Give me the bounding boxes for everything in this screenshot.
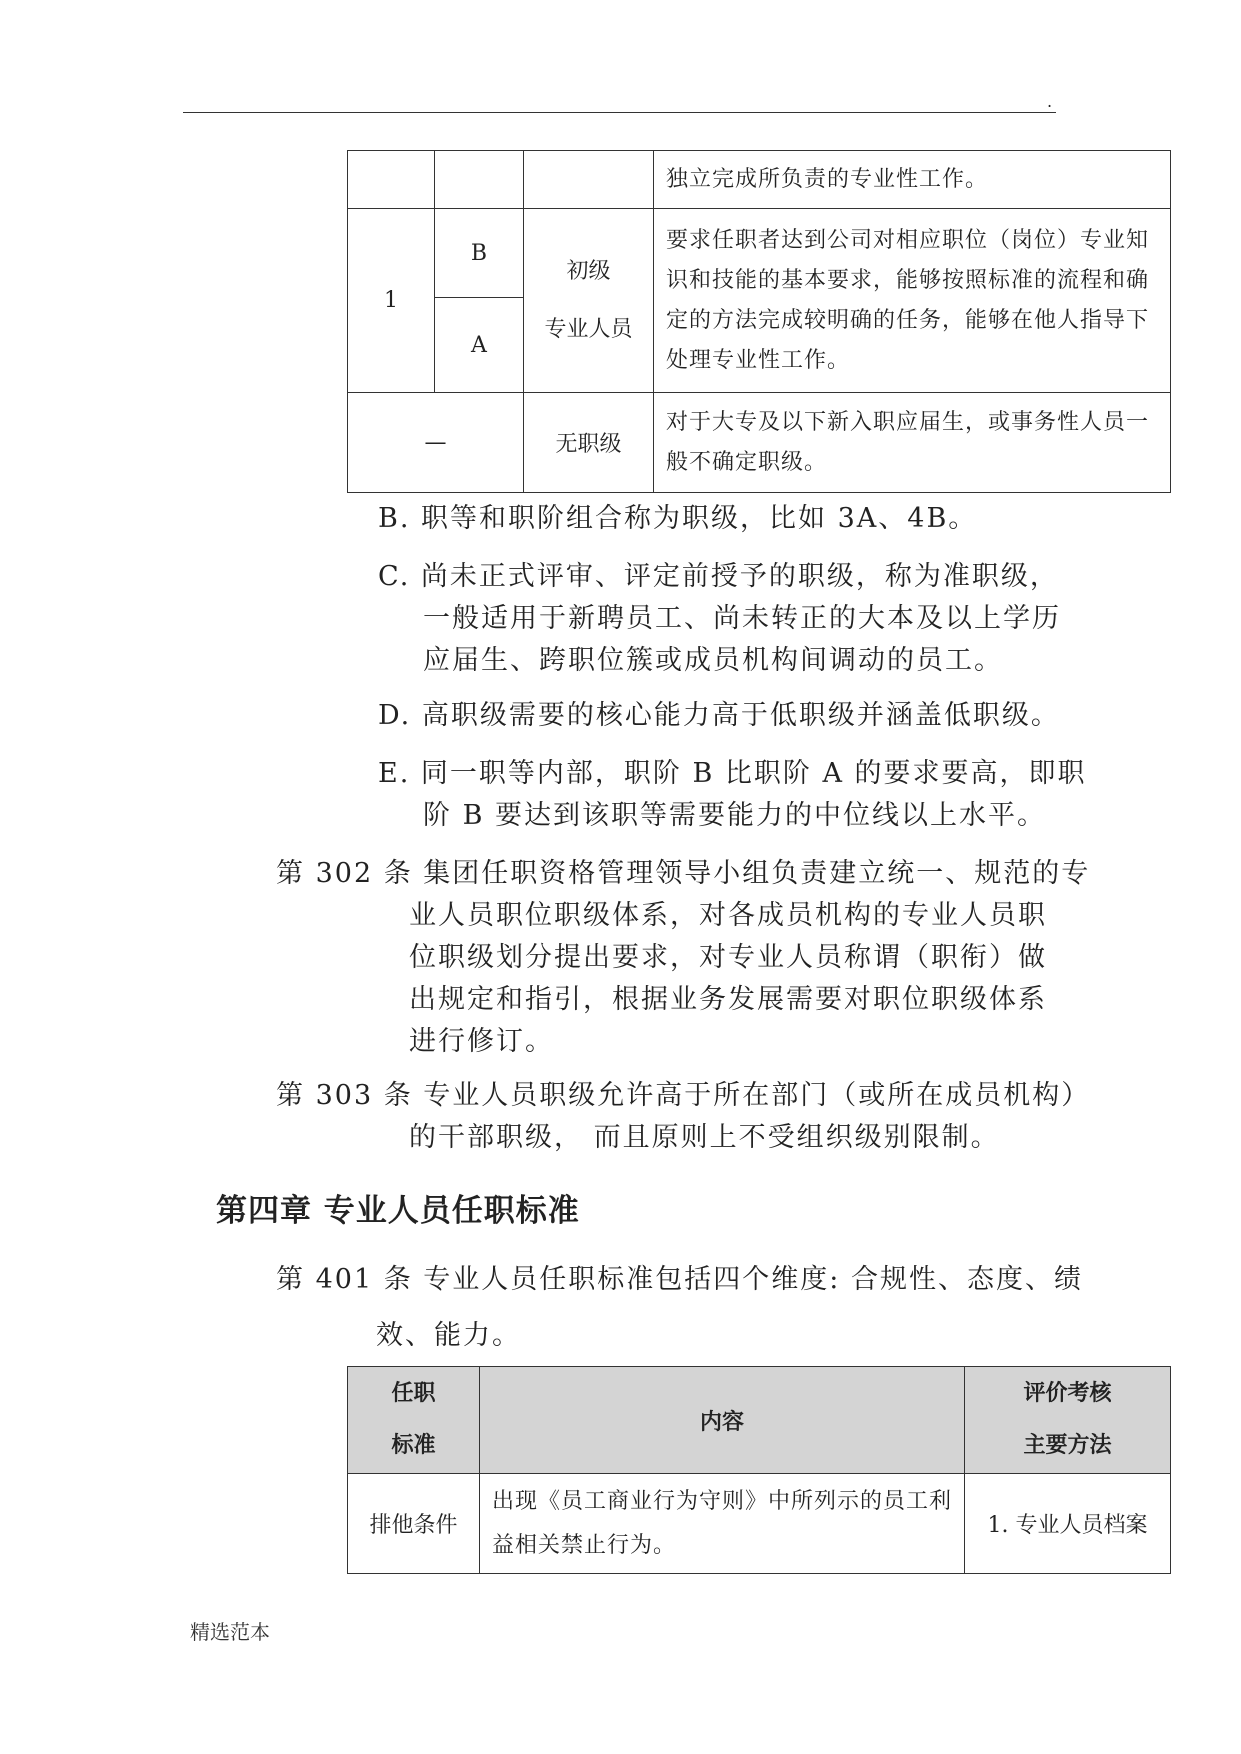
grade-cell: 1 [348,209,435,393]
note-e [378,753,1087,837]
article-302 [276,853,1090,1063]
note-b: B. 职等和职阶组合称为职级，比如 3A、4B。 [378,503,978,534]
header-criterion [348,1367,480,1474]
article-303 [276,1075,1090,1159]
grade-row-none [348,393,1171,493]
header-line: 评价考核 [1023,1381,1112,1406]
grade-description: 要求任职者达到公司对相应职位（岗位）专业知识和技能的基本要求，能够按照标准的流程和确定的方法完成较明确的任务，能够在他人指导下处理专业性工作。 [654,209,1171,393]
header-line: 标准 [391,1433,436,1458]
article-line: 进行修订。 [409,1026,554,1057]
table-row [348,1474,1171,1574]
grade-cell [348,151,435,209]
header-method [965,1367,1171,1474]
grade-row-1 [348,209,1171,298]
article-line: 效、能力。 [376,1320,521,1351]
note-d: D. 高职级需要的核心能力高于低职级并涵盖低职级。 [378,700,1060,731]
grade-table [347,150,1171,493]
article-401 [276,1252,1083,1364]
article-line: 第 303 条 专业人员职级允许高于所在部门（或所在成员机构） [276,1080,1091,1111]
article-line: 位职级划分提出要求，对专业人员称谓（职衔）做 [409,942,1047,973]
criterion-cell: 排他条件 [348,1474,480,1574]
article-line: 第 302 条 集团任职资格管理领导小组负责建立统一、规范的专 [276,858,1091,889]
article-line: 出规定和指引，根据业务发展需要对职位职级体系 [409,984,1047,1015]
title-cell: 无职级 [524,393,654,493]
header-mark: . [1047,92,1053,111]
chapter-title: 第四章 专业人员任职标准 [216,1193,580,1229]
footer-text: 精选范本 [190,1620,270,1644]
note-line: C. 尚未正式评审、评定前授予的职级，称为准职级， [378,561,1059,592]
title-cell [524,209,654,393]
grade-row-top [348,151,1171,209]
note-line: E. 同一职等内部，职阶 B 比职阶 A 的要求要高，即职 [378,758,1087,789]
article-line: 业人员职位职级体系，对各成员机构的专业人员职 [409,900,1047,931]
note-line: 一般适用于新聘员工、尚未转正的大本及以上学历 [423,603,1061,634]
article-line: 第 401 条 专业人员任职标准包括四个维度: 合规性、态度、绩 [276,1264,1083,1295]
header-content: 内容 [480,1367,965,1474]
header-line: 主要方法 [1023,1433,1112,1458]
note-line: 应届生、跨职位簇或成员机构间调动的员工。 [423,645,1003,676]
note-line: 阶 B 要达到该职等需要能力的中位线以上水平。 [423,800,1047,831]
rank-cell: A [435,298,524,393]
standards-table [347,1366,1171,1574]
rank-cell [435,151,524,209]
grade-cell: — [348,393,524,493]
title-line: 专业人员 [544,316,633,342]
header-line: 任职 [391,1381,436,1406]
article-line: 的干部职级， 而且原则上不受组织级别限制。 [409,1122,1000,1153]
grade-description: 对于大专及以下新入职应届生，或事务性人员一般不确定职级。 [654,393,1171,493]
title-cell [524,151,654,209]
content-cell: 出现《员工商业行为守则》中所列示的员工利益相关禁止行为。 [480,1474,965,1574]
title-line: 初级 [566,258,611,284]
rank-cell: B [435,209,524,298]
standards-header-row [348,1367,1171,1474]
method-cell: 1. 专业人员档案 [965,1474,1171,1574]
note-c [378,556,1061,682]
header-rule [183,112,1056,113]
grade-description: 独立完成所负责的专业性工作。 [654,151,1171,209]
